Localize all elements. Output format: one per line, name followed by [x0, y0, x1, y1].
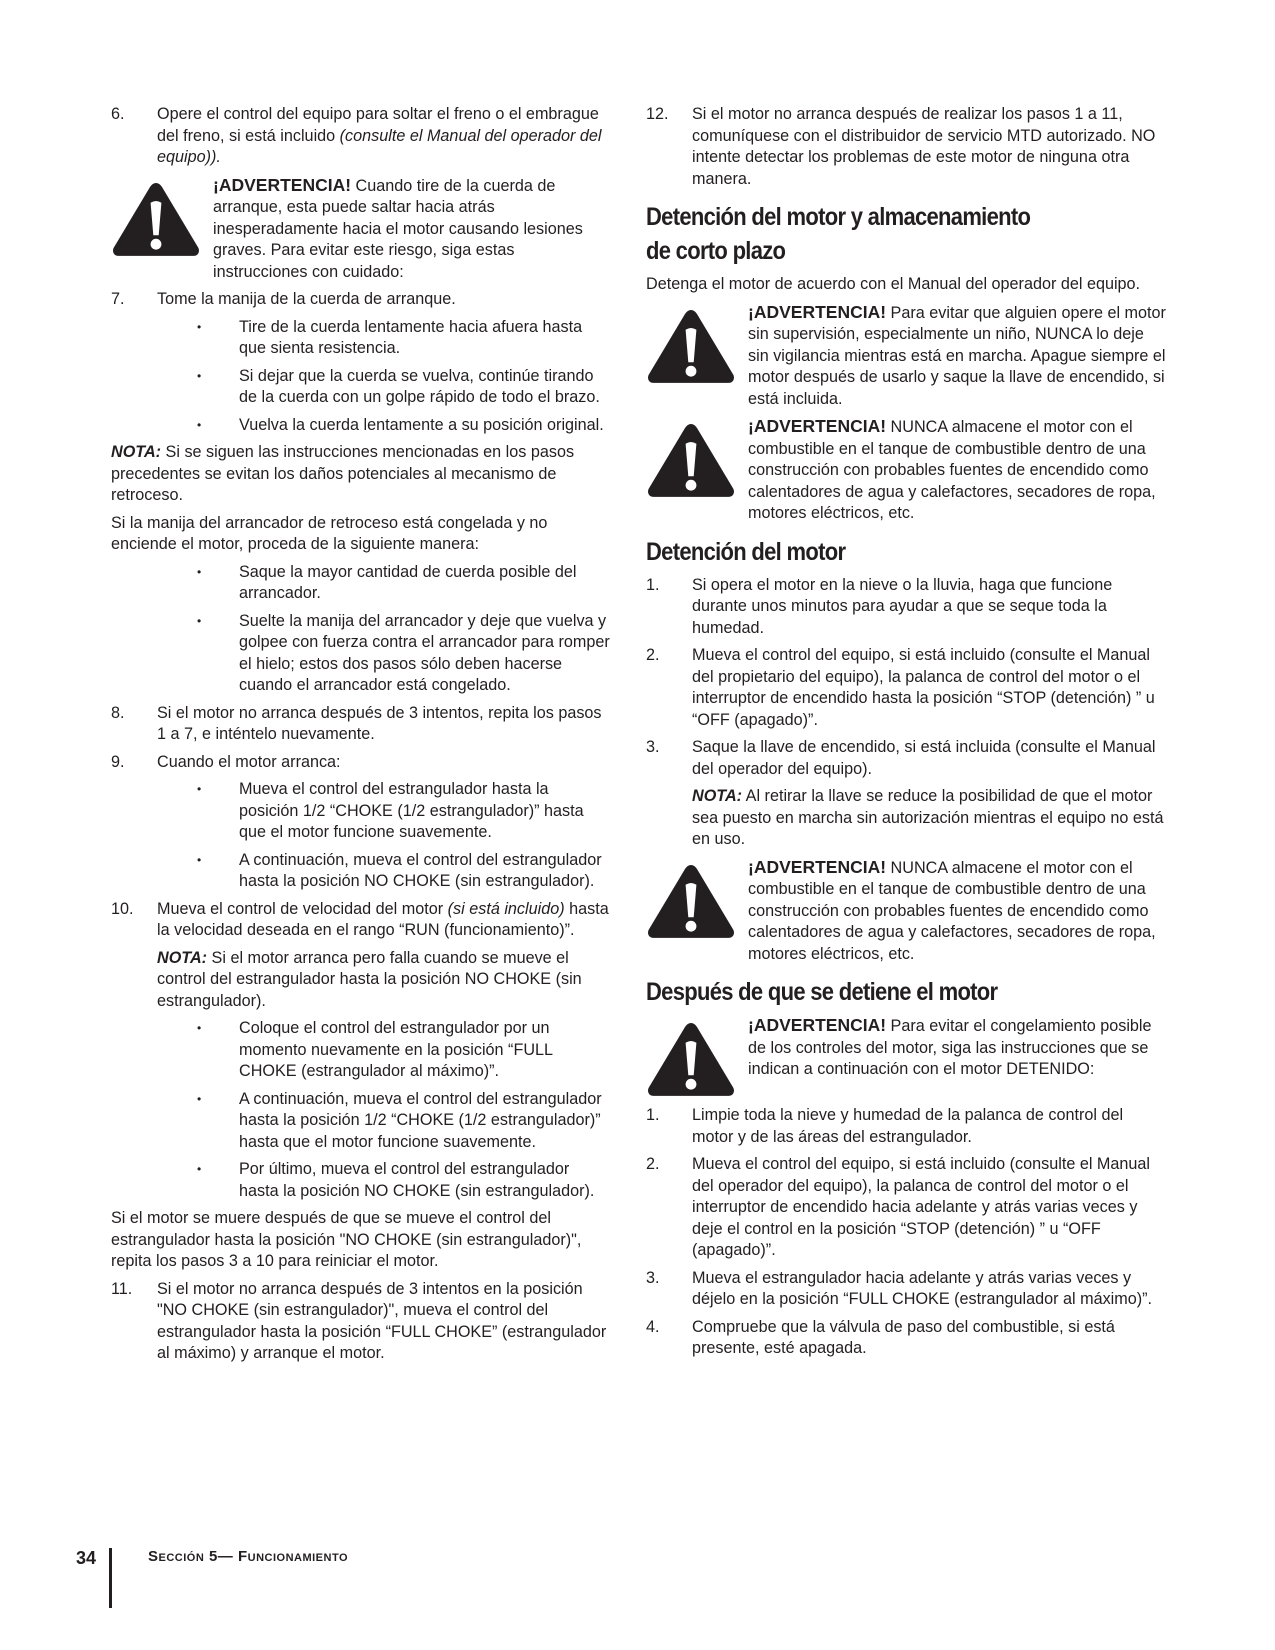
footer-divider — [109, 1548, 112, 1608]
bullet-icon: • — [197, 1021, 202, 1035]
section-intro: Detenga el motor de acuerdo con el Manual del operador del equipo. — [646, 275, 1141, 293]
step-text: Si el motor no arranca después de realizar los pasos 1 a 11, comuníquese con el distribuidor de servicio MTD autorizado. NO intente detectar los problemas de este motor de ninguna otra manera. — [692, 105, 1156, 188]
warning-block — [646, 857, 1166, 966]
step-number: 3. — [646, 1268, 660, 1287]
warning-block — [111, 175, 611, 284]
step-number: 2. — [646, 1155, 660, 1173]
frozen-handle-paragraph: Si la manija del arrancador de retroceso está congelada y no enciende el motor, proceda de la siguiente manera: — [111, 513, 548, 553]
step-number: 12. — [646, 105, 669, 123]
bullet-icon: • — [197, 852, 202, 867]
warning-block — [646, 302, 1166, 411]
warning-text: Cuando tire de la cuerda de arranque, esta puede saltar hacia atrás inesperadamente hacia el motor causando lesiones graves. Para evitar este riesgo, siga estas instrucciones con cuidado: — [213, 176, 583, 281]
bullet-icon: • — [197, 417, 202, 432]
warning-label: ¡ADVERTENCIA! — [748, 1015, 887, 1035]
step-text: Cuando el motor arranca: — [157, 752, 341, 771]
step-number: 3. — [646, 738, 660, 756]
step-text: Mueva el control del equipo, si está incluido (consulte el Manual del operador del equipo), la palanca de control del motor o el interruptor de encendido hacia adelante y atrás varias veces y deje el control en la posición “STOP (detención) ” u “OFF (apagado)”. — [692, 1155, 1151, 1259]
step-text: Mueva el estrangulador hacia adelante y atrás varias veces y déjelo en la posición “FULL CHOKE (estrangulador al máximo)”. — [692, 1268, 1153, 1308]
step-text: Opere el control del equipo para soltar el freno o el embrague del freno, si está incluido — [157, 105, 599, 145]
right-column — [646, 104, 1166, 1366]
list-item — [646, 737, 1166, 780]
left-column — [111, 104, 611, 1371]
bullet-icon: • — [197, 368, 202, 383]
step-number: 1. — [646, 575, 660, 594]
list-item — [646, 1268, 1166, 1311]
step-number: 1. — [646, 1106, 660, 1124]
note-label: NOTA: — [692, 787, 743, 805]
section-title: Sección 5— Funcionamiento — [148, 1548, 349, 1565]
step-text: Mueva el control de velocidad del motor — [157, 899, 448, 918]
note-label: NOTA: — [157, 948, 208, 967]
step-9 — [111, 752, 611, 774]
page-number: 34 — [76, 1548, 97, 1568]
section-heading-stopping-storage: Detención del motor y almacenamiento de corto plazo — [646, 203, 1031, 265]
bullet-item: • Saque la mayor cantidad de cuerda posible del arrancador. — [111, 562, 611, 605]
warning-text: NUNCA almacene el motor con el combustible en el tanque de combustible dentro de una construcción con probables fuentes de encendido como calentadores de agua y calefactores, secadores de ropa, motores eléctricos, etc. — [748, 418, 1156, 522]
step-text: Limpie toda la nieve y humedad de la palanca de control del motor y de las áreas del estrangulador. — [692, 1106, 1124, 1146]
bullet-item: • Por último, mueva el control del estrangulador hasta la posición NO CHOKE (sin estrangulador). — [111, 1159, 611, 1202]
step-number: 4. — [646, 1317, 660, 1336]
step-number: 11. — [111, 1279, 133, 1298]
warning-block — [646, 1015, 1166, 1099]
list-item — [646, 645, 1166, 731]
warning-label: ¡ADVERTENCIA! — [213, 174, 352, 195]
step-number: 8. — [111, 703, 125, 722]
bullet-item: • Mueva el control del estrangulador hasta la posición 1/2 “CHOKE (1/2 estrangulador)” hasta que el motor funcione suavemente. — [111, 779, 611, 844]
step-11 — [111, 1279, 611, 1365]
bullet-item: • A continuación, mueva el control del estrangulador hasta la posición 1/2 “CHOKE (1/2 estrangulador)” hasta que el motor funcione suavemente. — [111, 1089, 611, 1154]
bullet-icon: • — [197, 319, 202, 334]
bullet-item: • Vuelva la cuerda lentamente a su posición original. — [111, 415, 611, 437]
step-text: Si el motor no arranca después de 3 intentos, repita los pasos 1 a 7, e inténtelo nuevamente. — [157, 703, 602, 743]
warning-label: ¡ADVERTENCIA! — [748, 856, 887, 877]
warning-block — [646, 416, 1166, 525]
bullet-icon: • — [197, 1091, 202, 1106]
step-qualifier: (si está incluido) — [447, 899, 565, 918]
step-text: Compruebe que la válvula de paso del combustible, si está presente, esté apagada. — [692, 1317, 1115, 1357]
warning-label: ¡ADVERTENCIA! — [748, 301, 887, 322]
list-item — [646, 1317, 1166, 1360]
list-item — [646, 1154, 1166, 1262]
step-text: Saque la llave de encendido, si está incluida (consulte el Manual del operador del equipo). — [692, 738, 1156, 778]
bullet-icon: • — [197, 564, 202, 579]
note-text: Al retirar la llave se reduce la posibilidad de que el motor sea puesto en marcha sin autorización mientras el equipo no está en uso. — [692, 787, 1164, 848]
step-10: 10. Mueva el control de velocidad del motor (si está incluido) hasta la velocidad deseada en el rango “RUN (funcionamiento)”. — [111, 899, 611, 942]
warning-text: Para evitar que alguien opere el motor sin supervisión, especialmente un niño, NUNCA lo deje sin vigilancia mientras está en marcha. Apague siempre el motor después de usarlo y saque la llave de encendido, si está incluida. — [748, 303, 1166, 408]
bullet-item: • Suelte la manija del arrancador y deje que vuelva y golpee con fuerza contra el arrancador para romper el hielo; estos dos pasos sólo deben hacerse cuando el arrancador está congelado. — [111, 611, 611, 697]
step-text: Si opera el motor en la nieve o la lluvia, haga que funcione durante unos minutos para ayudar a que se seque toda la humedad. — [692, 575, 1113, 637]
step-number: 10. — [111, 899, 134, 918]
step-text: Mueva el control del equipo, si está incluido (consulte el Manual del propietario del equipo), la palanca de control del motor o el interruptor de encendido hasta la posición “STOP (detención) ” u “OFF (apagado)”. — [692, 646, 1155, 729]
bullet-icon: • — [197, 613, 202, 628]
list-item — [646, 1105, 1166, 1148]
step-number: 7. — [111, 290, 125, 308]
warning-icon — [111, 175, 213, 284]
warning-icon — [646, 1015, 748, 1099]
note-text: Si se siguen las instrucciones mencionadas en los pasos precedentes se evitan los daños potenciales al mecanismo de retroceso. — [111, 443, 575, 504]
warning-icon — [646, 857, 748, 966]
step-6 — [111, 104, 611, 169]
note — [111, 948, 611, 1013]
warning-icon — [646, 416, 748, 525]
step-text: Si el motor no arranca después de 3 intentos en la posición "NO CHOKE (sin estrangulador)", mueva el control del estrangulador hasta la posición “FULL CHOKE” (estrangulador al máximo) y arranque el motor. — [157, 1279, 607, 1362]
step-number: 9. — [111, 752, 125, 771]
bullet-item: • A continuación, mueva el control del estrangulador hasta la posición NO CHOKE (sin estrangulador). — [111, 850, 611, 893]
note — [646, 786, 1166, 851]
bullet-item: • Tire de la cuerda lentamente hacia afuera hasta que sienta resistencia. — [111, 317, 611, 360]
step-reference: (consulte el Manual del operador del equipo)). — [157, 126, 602, 166]
bullet-icon: • — [197, 782, 202, 796]
warning-text: NUNCA almacene el motor con el combustible en el tanque de combustible dentro de una construcción con probables fuentes de encendido como calentadores de agua y calefactores, secadores de ropa, motores eléctricos, etc. — [748, 858, 1156, 963]
note-text: Si el motor arranca pero falla cuando se mueve el control del estrangulador hasta la posición NO CHOKE (sin estrangulador). — [157, 948, 582, 1010]
step-7 — [111, 289, 611, 311]
list-item — [646, 575, 1166, 640]
section-heading-stopping: Detención del motor — [646, 537, 846, 566]
step-8 — [111, 703, 611, 746]
engine-dies-paragraph: Si el motor se muere después de que se mueve el control del estrangulador hasta la posición "NO CHOKE (sin estrangulador)", repita los pasos 3 a 10 para reiniciar el motor. — [111, 1209, 582, 1270]
note — [111, 442, 611, 507]
section-heading-after-stop: Después de que se detiene el motor — [646, 978, 998, 1006]
step-number: 6. — [111, 105, 125, 123]
bullet-item: • Coloque el control del estrangulador por un momento nuevamente en la posición “FULL CHOKE (estrangulador al máximo)”. — [111, 1018, 611, 1083]
step-12 — [646, 104, 1166, 190]
warning-text: Para evitar el congelamiento posible de los controles del motor, siga las instrucciones que se indican a continuación con el motor DETENIDO: — [748, 1017, 1152, 1078]
warning-icon — [646, 302, 748, 411]
bullet-item: • Si dejar que la cuerda se vuelva, continúe tirando de la cuerda con un golpe rápido de todo el brazo. — [111, 366, 611, 409]
step-text: Tome la manija de la cuerda de arranque. — [157, 290, 456, 308]
warning-label: ¡ADVERTENCIA! — [748, 416, 887, 436]
note-label: NOTA: — [111, 443, 162, 461]
page-footer — [76, 1548, 348, 1608]
bullet-icon: • — [197, 1162, 202, 1176]
step-number: 2. — [646, 646, 660, 664]
